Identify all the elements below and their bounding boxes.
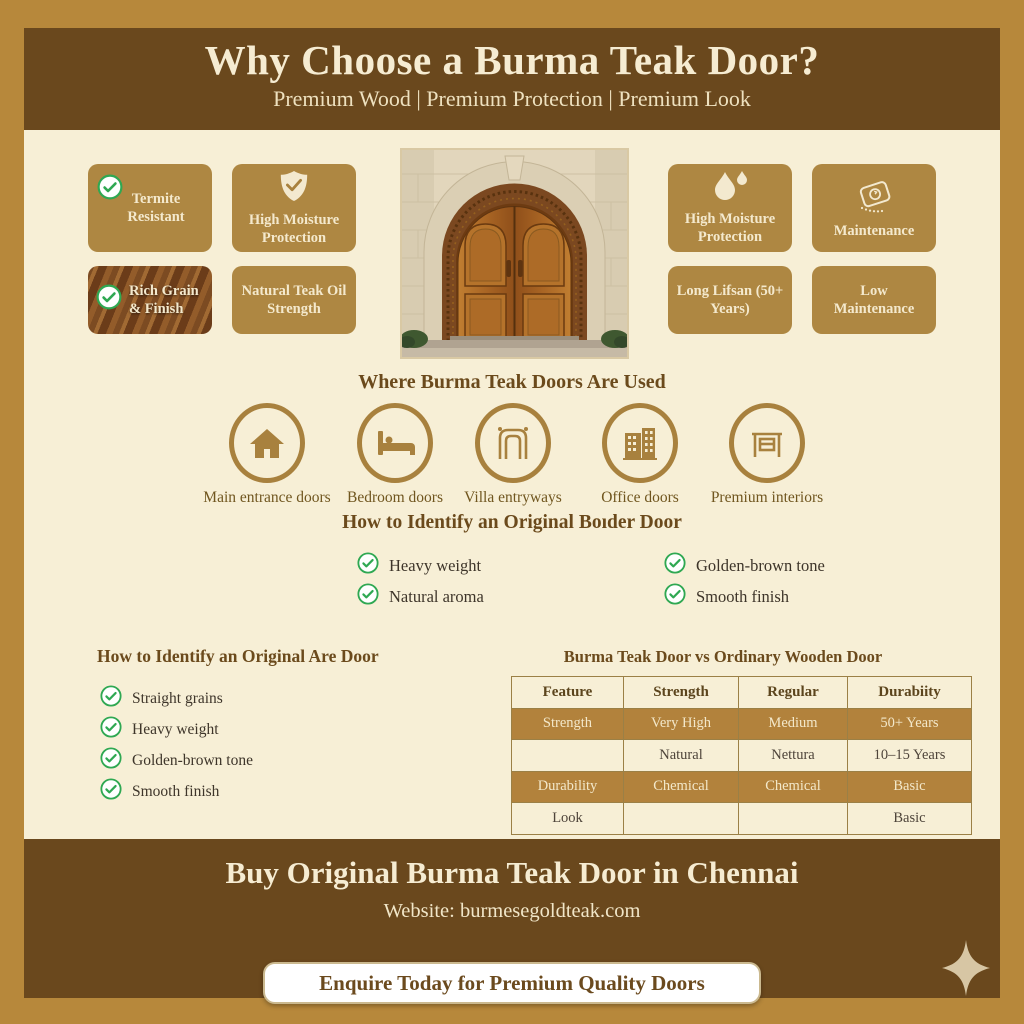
- table-cell: Nettura: [739, 740, 848, 772]
- feature-box-moisture-right: [668, 164, 792, 252]
- table-cell: Medium: [739, 708, 848, 740]
- check-item-label: Natural aroma: [389, 586, 484, 606]
- table-cell: Durability: [512, 771, 624, 803]
- usage-label: Villa entryways: [464, 489, 562, 506]
- check-circle-icon: [100, 685, 122, 712]
- office-building-icon: [602, 403, 678, 483]
- website-text: Website: burmesegoldteak.com: [383, 900, 641, 922]
- usage-label: Bedroom doors: [346, 489, 443, 506]
- check-item-label: Golden-brown tone: [132, 751, 253, 769]
- usage-label: Office doors: [601, 489, 679, 506]
- page-title: Why Choose a Burma Teak Door?: [204, 37, 820, 83]
- furniture-icon: [729, 403, 805, 483]
- check-item: [664, 583, 789, 610]
- table-cell: Look: [512, 803, 624, 835]
- check-item-label: Heavy weight: [389, 555, 482, 575]
- identify-center-title: How to Identify an Original Boıder Door: [342, 512, 682, 533]
- column-header: Feature: [512, 677, 624, 709]
- archway-icon: [475, 403, 551, 483]
- comparison-header-row: [512, 677, 972, 709]
- table-cell: Very High: [624, 708, 739, 740]
- main-area: [24, 130, 1000, 839]
- feature-label: Low Maintenance: [833, 282, 915, 317]
- water-drops-icon: [711, 170, 749, 207]
- usage-section-title: Where Burma Teak Doors Are Used: [358, 371, 666, 393]
- identify-left-title: How to Identify an Original Are Door: [97, 646, 379, 666]
- shield-icon: [278, 169, 310, 208]
- table-cell: 10–15 Years: [848, 740, 972, 772]
- table-cell: Basic: [848, 771, 972, 803]
- feature-label: Termite Resistant: [127, 190, 185, 225]
- feature-label: Rich Grain & Finish: [129, 282, 199, 317]
- column-header: Regular: [739, 677, 848, 709]
- check-circle-icon: [96, 284, 122, 315]
- check-circle-icon: [357, 552, 379, 579]
- check-item: [100, 747, 253, 774]
- teak-door-photo: [400, 148, 629, 359]
- feature-box-moisture-left: [232, 164, 356, 252]
- table-cell: Natural: [624, 740, 739, 772]
- comparison-table: [511, 676, 972, 835]
- feature-box-termite: [88, 164, 212, 252]
- table-cell: Chemical: [739, 771, 848, 803]
- column-header: Durabiity: [848, 677, 972, 709]
- table-row: [512, 803, 972, 835]
- check-circle-icon: [100, 716, 122, 743]
- usage-label: Premium interiors: [710, 489, 824, 506]
- table-cell: [624, 803, 739, 835]
- table-cell: Strength: [512, 708, 624, 740]
- table-row: [512, 708, 972, 740]
- footer-title: Buy Original Burma Teak Door in Chennai: [225, 855, 799, 890]
- table-row: [512, 740, 972, 772]
- table-cell: Chemical: [624, 771, 739, 803]
- feature-label: Natural Teak Oil Strength: [241, 282, 347, 317]
- check-circle-icon: [100, 747, 122, 774]
- check-circle-icon: [97, 174, 123, 205]
- table-cell: Basic: [848, 803, 972, 835]
- bed-icon: [357, 403, 433, 483]
- check-item: [357, 583, 484, 610]
- check-circle-icon: [664, 552, 686, 579]
- check-item-label: Straight grains: [132, 689, 223, 707]
- house-icon: [229, 403, 305, 483]
- card-refresh-icon: [853, 176, 895, 219]
- table-cell: [512, 740, 624, 772]
- check-item: [357, 552, 481, 579]
- feature-label: Maintenance: [833, 223, 915, 239]
- sparkle-icon: [942, 940, 990, 1001]
- table-cell: 50+ Years: [848, 708, 972, 740]
- table-cell: [739, 803, 848, 835]
- feature-label: High Moisture Protection: [684, 210, 776, 246]
- feature-label: Long Lifsan (50+ Years): [676, 282, 784, 317]
- check-circle-icon: [664, 583, 686, 610]
- feature-box-low-maintenance: [812, 266, 936, 334]
- usage-item-premium-interiors: [682, 403, 852, 507]
- check-item: [100, 778, 219, 805]
- check-item: [100, 716, 219, 743]
- check-circle-icon: [357, 583, 379, 610]
- feature-label: High Moisture Protection: [248, 211, 340, 247]
- check-item-label: Heavy weight: [132, 720, 219, 738]
- feature-box-lifespan: [668, 266, 792, 334]
- column-header: Strength: [624, 677, 739, 709]
- enquire-button[interactable]: Enquire Today for Premium Quality Doors: [263, 962, 761, 1004]
- check-item-label: Smooth finish: [696, 586, 790, 606]
- feature-box-maintenance: [812, 164, 936, 252]
- page-subtitle: Premium Wood | Premium Protection | Premium Look: [273, 86, 751, 111]
- check-item-label: Golden-brown tone: [696, 555, 825, 575]
- table-row: [512, 771, 972, 803]
- check-circle-icon: [100, 778, 122, 805]
- check-item-label: Smooth finish: [132, 782, 220, 800]
- bush-right: [601, 330, 629, 348]
- usage-label: Main entrance doors: [203, 489, 331, 506]
- check-item: [664, 552, 825, 579]
- feature-box-oil: [232, 266, 356, 334]
- bush-left: [400, 330, 428, 348]
- comparison-title: Burma Teak Door vs Ordinary Wooden Door: [563, 647, 883, 666]
- check-item: [100, 685, 223, 712]
- header-band: [24, 28, 1000, 130]
- feature-box-grain: [88, 266, 212, 334]
